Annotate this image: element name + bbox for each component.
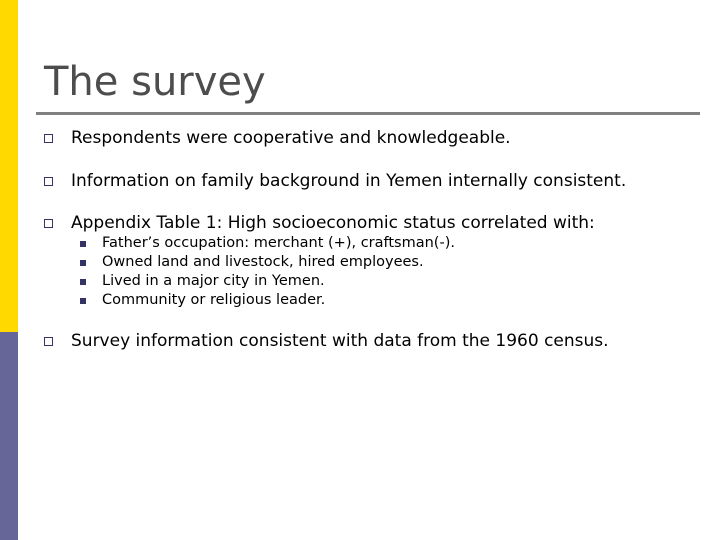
filled-square-bullet-icon	[80, 260, 86, 266]
bullet-text: Survey information consistent with data from the 1960 census.	[71, 331, 609, 351]
bullet-item	[44, 169, 626, 193]
side-accent-bar-purple	[0, 332, 18, 540]
bullet-item	[44, 211, 595, 235]
sub-bullet-item	[80, 291, 325, 310]
square-bullet-icon	[44, 337, 53, 346]
sub-bullet-text: Lived in a major city in Yemen.	[102, 273, 325, 289]
sub-bullet-item	[80, 272, 325, 291]
sub-bullet-item	[80, 253, 424, 272]
bullet-text: Appendix Table 1: High socioeconomic status correlated with:	[71, 213, 595, 233]
filled-square-bullet-icon	[80, 279, 86, 285]
filled-square-bullet-icon	[80, 241, 86, 247]
title-divider	[36, 112, 700, 115]
sub-bullet-text: Owned land and livestock, hired employees.	[102, 254, 424, 270]
square-bullet-icon	[44, 134, 53, 143]
bullet-text: Information on family background in Yemen internally consistent.	[71, 171, 627, 191]
side-accent-bar-yellow	[0, 0, 18, 332]
filled-square-bullet-icon	[80, 298, 86, 304]
sub-bullet-item	[80, 234, 455, 253]
square-bullet-icon	[44, 177, 53, 186]
sub-bullet-text: Father’s occupation: merchant (+), craftsman(-).	[102, 235, 455, 251]
square-bullet-icon	[44, 219, 53, 228]
bullet-item	[44, 329, 609, 353]
sub-bullet-text: Community or religious leader.	[102, 292, 326, 308]
bullet-item	[44, 126, 511, 150]
slide-title: The survey	[44, 59, 266, 105]
bullet-text: Respondents were cooperative and knowledgeable.	[71, 128, 511, 148]
